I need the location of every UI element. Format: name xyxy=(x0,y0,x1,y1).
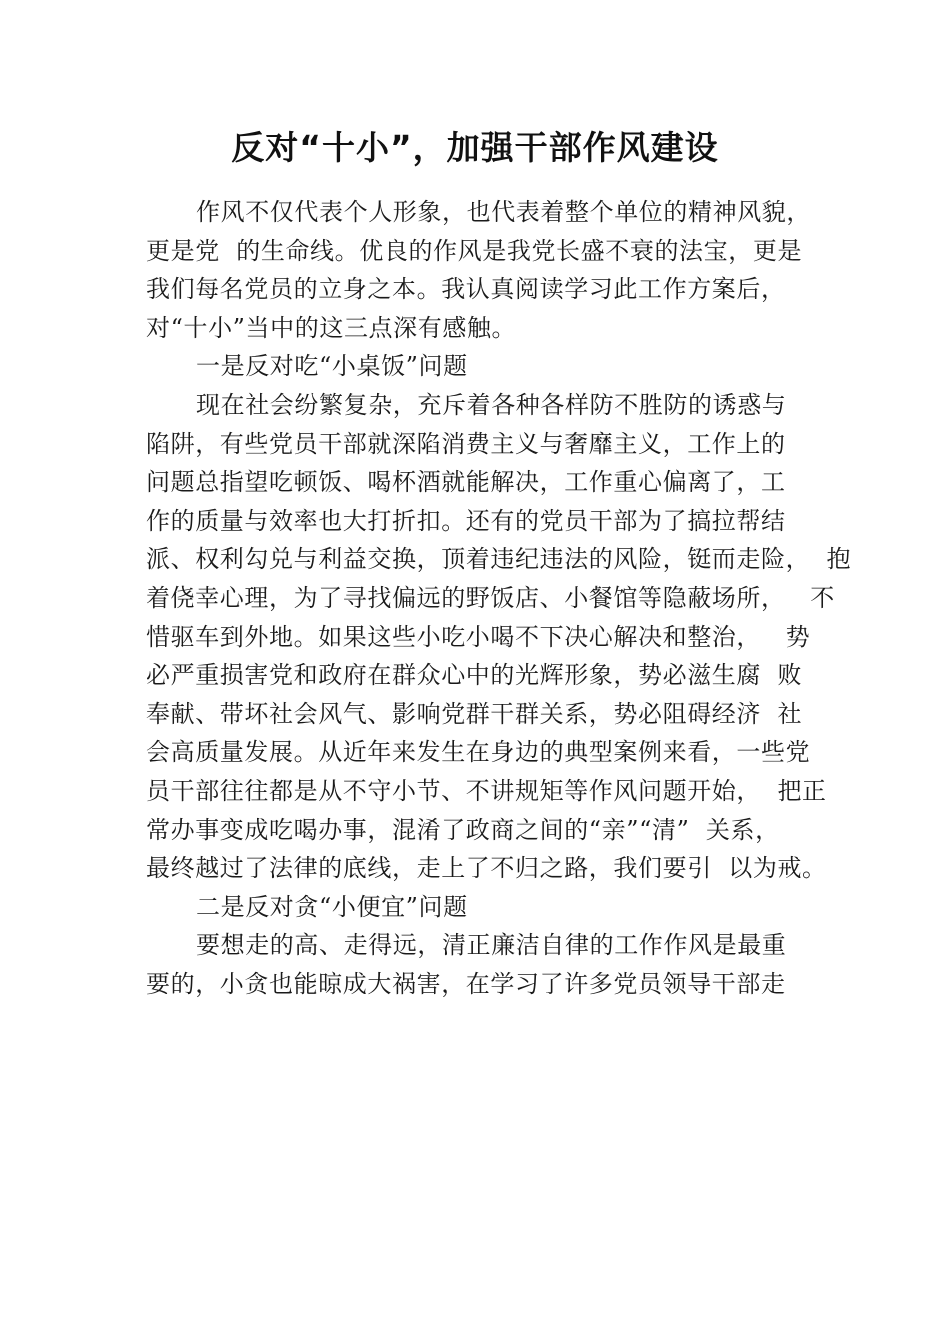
text-line: 会高质量发展。从近年来发生在身边的典型案例来看，一些党 xyxy=(146,738,811,767)
text-line: 现在社会纷繁复杂，充斥着各种各样防不胜防的诱惑与 xyxy=(196,390,787,419)
text-line: 员干部往往都是从不守小节、不讲规矩等作风问题开始， 把正 xyxy=(146,776,827,805)
text-line: 常办事变成吃喝办事，混淆了政商之间的“亲”“清” 关系， xyxy=(146,815,780,844)
text-line: 惜驱车到外地。如果这些小吃小喝不下决心解决和整治， 势 xyxy=(146,622,811,651)
text-line: 着侥幸心理，为了寻找偏远的野饭店、小餐馆等隐蔽场所， 不 xyxy=(146,583,835,612)
text-line: 我们每名党员的立身之本。我认真阅读学习此工作方案后， xyxy=(146,275,786,304)
text-line: 最终越过了法律的底线，走上了不归之路，我们要引 以为戒。 xyxy=(146,854,827,883)
document-title: 反对“十小”，加强干部作风建设 xyxy=(231,128,719,167)
section-heading: 二是反对贪“小便宜”问题 xyxy=(196,892,468,921)
text-line: 作的质量与效率也大打折扣。还有的党员干部为了搞拉帮结 xyxy=(146,506,786,535)
section-heading: 一是反对吃“小桌饭”问题 xyxy=(196,352,468,381)
text-line: 要的，小贪也能晾成大祸害，在学习了许多党员领导干部走 xyxy=(146,969,786,998)
text-line: 派、权利勾兑与利益交换，顶着违纪违法的风险，铤而走险， 抱 xyxy=(146,545,852,574)
document-body xyxy=(146,193,852,1003)
text-line: 对“十小”当中的这三点深有感触。 xyxy=(146,313,517,342)
text-line: 更是党 的生命线。优良的作风是我党长盛不衰的法宝，更是 xyxy=(146,236,803,265)
text-line: 要想走的高、走得远，清正廉洁自律的工作作风是最重 xyxy=(196,931,787,960)
text-line: 必严重损害党和政府在群众心中的光辉形象，势必滋生腐 败 xyxy=(146,661,803,690)
text-line: 问题总指望吃顿饭、喝杯酒就能解决，工作重心偏离了，工 xyxy=(146,468,786,497)
text-line: 陷阱，有些党员干部就深陷消费主义与奢靡主义，工作上的 xyxy=(146,429,786,458)
text-line: 作风不仅代表个人形象，也代表着整个单位的精神风貌， xyxy=(196,198,811,226)
text-line: 奉献、带坏社会风气、影响党群干群关系，势必阻碍经济 社 xyxy=(146,699,803,728)
